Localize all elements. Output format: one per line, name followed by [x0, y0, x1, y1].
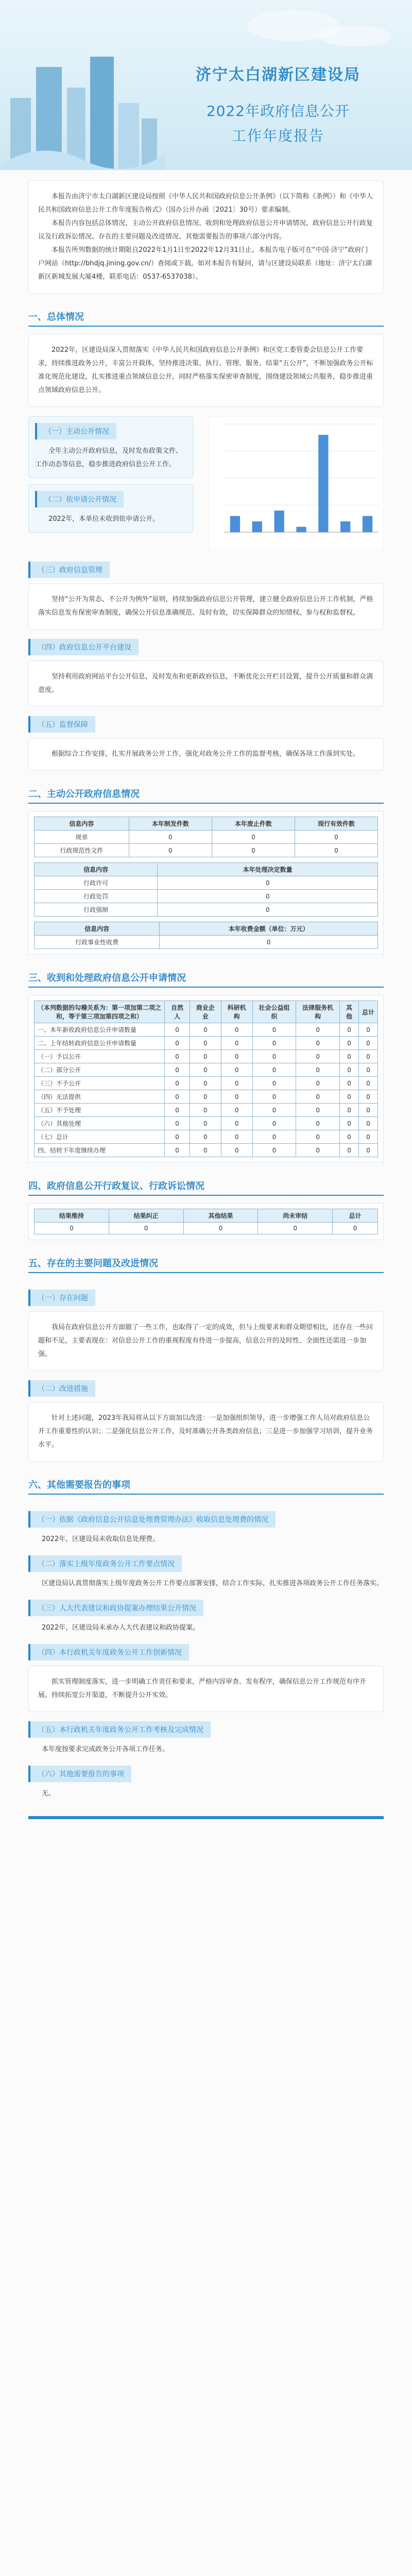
sub-key-points-title: （二）落实上级年度政务公开工作要点情况 [28, 1555, 182, 1572]
table-cell: 0 [359, 1130, 378, 1144]
table-cell: 0 [158, 903, 378, 917]
section-1-right-col [209, 416, 384, 552]
table-cell: 0 [221, 1077, 252, 1090]
table-cell: 0 [221, 1023, 252, 1037]
table-cell: 0 [221, 1144, 252, 1157]
header-title-block [170, 62, 386, 145]
section-2-tables [28, 811, 384, 955]
sub-improvements-box [28, 1402, 384, 1462]
sub-active-disclosure-title: （一）主动公开情况 [35, 423, 116, 439]
sub-info-management-text: 坚持“公开为常态、不公开为例外”原则，持续加强政府信息公开管理，建立健全政府信息公开工作机制，严格落实信息发布保密审查制度，确保公开信息准确规范、及时有效，切实保障群众的知情权、参与权和监督权。 [38, 596, 373, 617]
table3-header-cell: 信息内容 [35, 922, 160, 936]
chart-bar [318, 435, 328, 532]
sub-problems-text: 我局在政府信息公开方面做了一些工作，也取得了一定的成效，但与上级要求和群众期望相比，还存在一些问题和不足，主要表现在：对信息公开工作的重视程度有待进一步提高，信息公开的及时性、全面性还需进一步加强。 [38, 1324, 373, 1358]
sub-platform-text: 坚持利用政府网站平台公开信息，及时发布和更新政府信息，不断优化公开栏目设置，提升公开质量和群众满意度。 [38, 673, 373, 694]
table-cell: 0 [252, 1023, 296, 1037]
table-cell: 0 [359, 1117, 378, 1130]
sub-fee-title: （一）依据《政府信息公开信息处理费管理办法》收取信息处理费的情况 [28, 1511, 276, 1528]
table-cell: 0 [190, 1063, 221, 1077]
table-cell: 0 [359, 1144, 378, 1157]
table-header-cell: （本列数据的勾稽关系为：第一项加第二项之和，等于第三项加第四项之和） [35, 1001, 165, 1023]
table-header-cell: 自然人 [165, 1001, 190, 1023]
table-cell: 0 [340, 1144, 359, 1157]
table-cell: 0 [296, 1063, 340, 1077]
table-row [35, 1223, 378, 1234]
table-cell: 0 [165, 1130, 190, 1144]
table-cell: 0 [190, 1117, 221, 1130]
table-cell: 0 [258, 1223, 333, 1234]
table-cell: 规章 [35, 831, 129, 844]
table-requests [34, 1001, 378, 1157]
table-cell: 0 [165, 1023, 190, 1037]
section-1-left-col [28, 416, 193, 552]
section-3-table-wrap [28, 995, 384, 1163]
table-row [35, 876, 378, 890]
requests-table-body [35, 1023, 378, 1157]
table-cell: 0 [190, 1130, 221, 1144]
table-cell: 0 [359, 1104, 378, 1117]
table-regulations [34, 817, 378, 857]
sub-fee-text: 2022年，区建设局未收取信息处理费。 [42, 1535, 160, 1543]
table-row [35, 936, 378, 949]
table-cell: 0 [340, 1050, 359, 1063]
table-cell: 0 [296, 1090, 340, 1104]
table-cell: 0 [340, 1063, 359, 1077]
table-cell: 行政事业性收费 [35, 936, 160, 949]
table-cell: 0 [340, 1104, 359, 1117]
table-cell: 0 [296, 1050, 340, 1063]
report-body [28, 180, 384, 1819]
table-cell: 0 [221, 1130, 252, 1144]
sub-innovation-title: （四）本行政机关年度政务公开工作创新情况 [28, 1644, 189, 1660]
table-cell: 0 [296, 1037, 340, 1050]
sub-supervision-title: （五）监督保障 [28, 716, 95, 733]
table-cell: （六）其他处理 [35, 1117, 165, 1130]
chart-bar [230, 516, 240, 533]
table-cell: 0 [252, 1063, 296, 1077]
sub-supervision-text: 根据综合工作安排，扎实开展政务公开工作，强化对政务公开工作的监督考核，确保各项工作落到实处。 [52, 750, 360, 758]
sub-innovation-text: 抓实管理制度落实，进一步明确工作责任和要求，严格内容审查、发布程序，确保信息公开工作规范有序开展。持续拓宽公开渠道，不断提升公开实效。 [38, 1678, 367, 1699]
section-4-title: 四、政府信息公开行政复议、行政诉讼情况 [28, 1176, 384, 1196]
table-cell: 0 [340, 1117, 359, 1130]
table-cell: 0 [359, 1037, 378, 1050]
table-fees [34, 922, 378, 949]
table-cell: 0 [221, 1050, 252, 1063]
table-cell: 0 [221, 1104, 252, 1117]
table1-header-cell: 本年废止件数 [212, 817, 295, 831]
table-cell: 行政许可 [35, 876, 158, 890]
request-disclosure-card [28, 484, 193, 533]
sub-problems-box [28, 1311, 384, 1371]
table-row [35, 1023, 378, 1037]
table-cell: 0 [190, 1023, 221, 1037]
table-cell: 二、上年结转政府信息公开申请数量 [35, 1037, 165, 1050]
sub-improvements-text: 针对上述问题，2023年我局将从以下方面加以改进：一是加强组织领导，进一步增强工作人员对政府信息公开工作重要性的认识；二是强化信息公开工作，及时准确公开各类政府信息；三是进一步加强学习培训，提升业务水平。 [38, 1414, 373, 1449]
table-cell: 0 [129, 844, 212, 857]
intro-paragraph-1: 本报告由济宁市太白湖新区建设局按照《中华人民共和国政府信息公开条例》（以下简称《条例》）和《中华人民共和国政府信息公开工作年度报告格式》（国办公开办函〔2021〕30号）要求编制。 [38, 193, 373, 214]
table-row [35, 1104, 378, 1117]
table-cell: 0 [35, 1223, 109, 1234]
table2-header-cell: 信息内容 [35, 863, 158, 876]
sub-supervision-box [28, 738, 384, 771]
table-row [35, 1117, 378, 1130]
table-review-litigation [34, 1209, 378, 1234]
table-cell: 0 [165, 1050, 190, 1063]
table-cell: 0 [165, 1090, 190, 1104]
table-header-cell: 社会公益组织 [252, 1001, 296, 1023]
table-cell: （一）予以公开 [35, 1050, 165, 1063]
table-cell: 0 [165, 1063, 190, 1077]
table-header-cell: 法律服务机构 [296, 1001, 340, 1023]
section-2-title: 二、主动公开政府信息情况 [28, 784, 384, 804]
table-cell: 0 [340, 1037, 359, 1050]
table1-header-cell: 本年制发件数 [129, 817, 212, 831]
sub-other-text: 无。 [42, 1790, 56, 1798]
table-cell: 0 [296, 1077, 340, 1090]
table-cell: 0 [252, 1077, 296, 1090]
table-cell: 0 [296, 1130, 340, 1144]
table-header-cell: 总计 [359, 1001, 378, 1023]
table-cell: 0 [296, 1023, 340, 1037]
table-cell: 0 [129, 831, 212, 844]
sub-info-management-title: （三）政府信息管理 [28, 562, 110, 578]
sub-platform-title: （四）政府信息公开平台建设 [28, 639, 139, 655]
table-cell: 0 [252, 1104, 296, 1117]
header-title-line1: 济宁太白湖新区建设局 [196, 66, 360, 84]
table-cell: 0 [165, 1104, 190, 1117]
table-header-cell: 结果纠正 [109, 1209, 183, 1223]
table-cell: 0 [221, 1090, 252, 1104]
table-cell: 0 [158, 876, 378, 890]
table-row [35, 1090, 378, 1104]
intro-paragraph-2: 本报告内容包括总体情况、主动公开政府信息情况、收到和处理政府信息公开申请情况、政府信息公开行政复议及行政诉讼情况、存在的主要问题及改进情况、其他需要报告的事项六部分内容。 [38, 219, 373, 241]
sub-key-points-text: 区建设局认真贯彻落实上级年度政务公开工作要点部署安排，结合工作实际，扎实推进各项政务公开工作任务落实。 [42, 1580, 384, 1587]
table-cell: 0 [252, 1090, 296, 1104]
table-cell: 0 [165, 1037, 190, 1050]
table-cell: 0 [252, 1117, 296, 1130]
table-cell: 0 [333, 1223, 378, 1234]
sub-problems-title: （一）存在问题 [28, 1290, 95, 1306]
table-cell: 0 [221, 1063, 252, 1077]
table-cell: （七）总计 [35, 1130, 165, 1144]
table-row [35, 1063, 378, 1077]
table1-header-cell: 信息内容 [35, 817, 129, 831]
section-4-table-wrap [28, 1203, 384, 1240]
section-1-chart-area [28, 416, 384, 552]
active-disclosure-card [28, 416, 193, 478]
table-row [35, 844, 378, 857]
table-cell: 0 [359, 1050, 378, 1063]
section-1-paragraph: 2022年，区建设局深入贯彻落实《中华人民共和国政府信息公开条例》和区党工委管委会信息公开工作要求，持续推进政务公开，丰富公开载体，坚持推进决策、执行、管理、服务、结果“五公开”，不断加强政务公开标准化规范化建设，扎实推进重点领域信息公开，同时严格落实保密审查制度，围绕建设领域公共服务，稳步推进重点领域政府信息公开。 [38, 346, 373, 394]
intro-box [28, 180, 384, 294]
table-cell: 0 [340, 1130, 359, 1144]
table-header-cell: 总计 [333, 1209, 378, 1223]
table-cell: 0 [296, 1144, 340, 1157]
chart-bar [296, 527, 306, 533]
sub-request-disclosure-text: 2022年，本单位未收到依申请公开。 [48, 515, 160, 523]
table-cell: 0 [295, 831, 377, 844]
table-cell: 0 [221, 1117, 252, 1130]
report-header [0, 0, 412, 170]
table-row [35, 890, 378, 903]
table-cell: 0 [190, 1050, 221, 1063]
table-cell: 0 [190, 1090, 221, 1104]
sub-other-title: （六）其他需要报告的事项 [28, 1766, 131, 1782]
table-header-cell: 科研机构 [221, 1001, 252, 1023]
table-cell: 四、结转下年度继续办理 [35, 1144, 165, 1157]
table-row [35, 1077, 378, 1090]
table-cell: 0 [359, 1090, 378, 1104]
table-row [35, 1050, 378, 1063]
table-cell: 0 [190, 1144, 221, 1157]
table-header-cell: 其他 [340, 1001, 359, 1023]
sub-innovation-box [28, 1666, 384, 1712]
table-cell: 0 [158, 890, 378, 903]
table-header-cell: 商业企业 [190, 1001, 221, 1023]
table-cell: 0 [190, 1077, 221, 1090]
section-6-title: 六、其他需要报告的事项 [28, 1475, 384, 1495]
table-row [35, 831, 378, 844]
sub-improvements-title: （二）改进措施 [28, 1380, 95, 1397]
section-1-box [28, 334, 384, 407]
section-1-title: 一、总体情况 [28, 307, 384, 327]
table-cell: 0 [165, 1117, 190, 1130]
disclosure-bar-chart [209, 416, 384, 550]
header-title-line2: 2022年政府信息公开 [206, 103, 350, 120]
table-cell: 0 [212, 844, 295, 857]
table-cell: 0 [252, 1130, 296, 1144]
table-cell: （五）不予处理 [35, 1104, 165, 1117]
sub-request-disclosure-title: （二）依申请公开情况 [35, 491, 124, 507]
sub-info-management-box [28, 583, 384, 630]
table-cell: 一、本年新收政府信息公开申请数量 [35, 1023, 165, 1037]
chart-bar [274, 511, 284, 532]
table3-header-cell: 本年收费金额（单位：万元） [160, 922, 378, 936]
table-row [35, 1130, 378, 1144]
chart-bar [340, 521, 350, 532]
header-title-line3: 工作年度报告 [231, 127, 324, 144]
sub-active-disclosure-text: 全年主动公开政府信息，及时发布政策文件、工作动态等信息，稳步推进政府信息公开工作。 [35, 447, 183, 468]
table-header-cell: 其他结果 [183, 1209, 258, 1223]
table-cell: 行政规范性文件 [35, 844, 129, 857]
table-cell: （二）部分公开 [35, 1063, 165, 1077]
table-header-cell: 结果维持 [35, 1209, 109, 1223]
table-header-cell: 尚未审结 [258, 1209, 333, 1223]
table-cell: 0 [340, 1023, 359, 1037]
table-row [35, 1144, 378, 1157]
table-cell: 0 [340, 1077, 359, 1090]
city-skyline-illustration [0, 36, 165, 170]
table-cell: 0 [296, 1117, 340, 1130]
table-row [35, 1037, 378, 1050]
footer-line [28, 1816, 384, 1819]
table-cell: （三）不予公开 [35, 1077, 165, 1090]
table-cell: 0 [359, 1077, 378, 1090]
table-cell: 0 [252, 1050, 296, 1063]
table-cell: 0 [190, 1037, 221, 1050]
table-cell: 0 [109, 1223, 183, 1234]
sub-proposals-title: （三）人大代表建议和政协提案办理结果公开情况 [28, 1600, 203, 1616]
table-cell: 0 [252, 1144, 296, 1157]
chart-bar [252, 521, 262, 532]
table-cell: 0 [340, 1090, 359, 1104]
sub-assessment-title: （五）本行政机关年度政务公开工作考核及完成情况 [28, 1721, 211, 1738]
sub-platform-box [28, 660, 384, 707]
table-cell: 行政强制 [35, 903, 158, 917]
table-cell: 0 [165, 1077, 190, 1090]
table-cell: 0 [252, 1037, 296, 1050]
section-5-title: 五、存在的主要问题及改进情况 [28, 1253, 384, 1273]
table-cell: 行政处罚 [35, 890, 158, 903]
table-cell: 0 [359, 1023, 378, 1037]
table-administrative-actions [34, 862, 378, 917]
chart-bar [363, 516, 372, 533]
table-row [35, 903, 378, 917]
table-cell: 0 [165, 1144, 190, 1157]
sub-assessment-text: 本年度按要求完成政务公开各项工作任务。 [42, 1745, 169, 1753]
table-cell: 0 [190, 1104, 221, 1117]
table-cell: 0 [183, 1223, 258, 1234]
table2-header-cell: 本年处理决定数量 [158, 863, 378, 876]
table-cell: 0 [221, 1037, 252, 1050]
table-cell: 0 [160, 936, 378, 949]
table-cell: （四）无法提供 [35, 1090, 165, 1104]
table-cell: 0 [296, 1104, 340, 1117]
table-cell: 0 [295, 844, 377, 857]
table1-header-cell: 现行有效件数 [295, 817, 377, 831]
table-cell: 0 [359, 1063, 378, 1077]
sub-proposals-text: 2022年，区建设局未承办人大代表建议和政协提案。 [42, 1624, 200, 1632]
section-3-title: 三、收到和处理政府信息公开申请情况 [28, 968, 384, 988]
intro-paragraph-3: 本报告所列数据的统计期限自2022年1月1日至2022年12月31日止。本报告电子版可在“中国·济宁”政府门户网站（http://bhdjq.jining.gov.cn/）查阅或下载。如对本报告有疑问，请与区建设局联系（地址：济宁太白湖新区新城发展大厦4楼，联系电话：0537-6537038）。 [38, 246, 372, 281]
table-cell: 0 [212, 831, 295, 844]
